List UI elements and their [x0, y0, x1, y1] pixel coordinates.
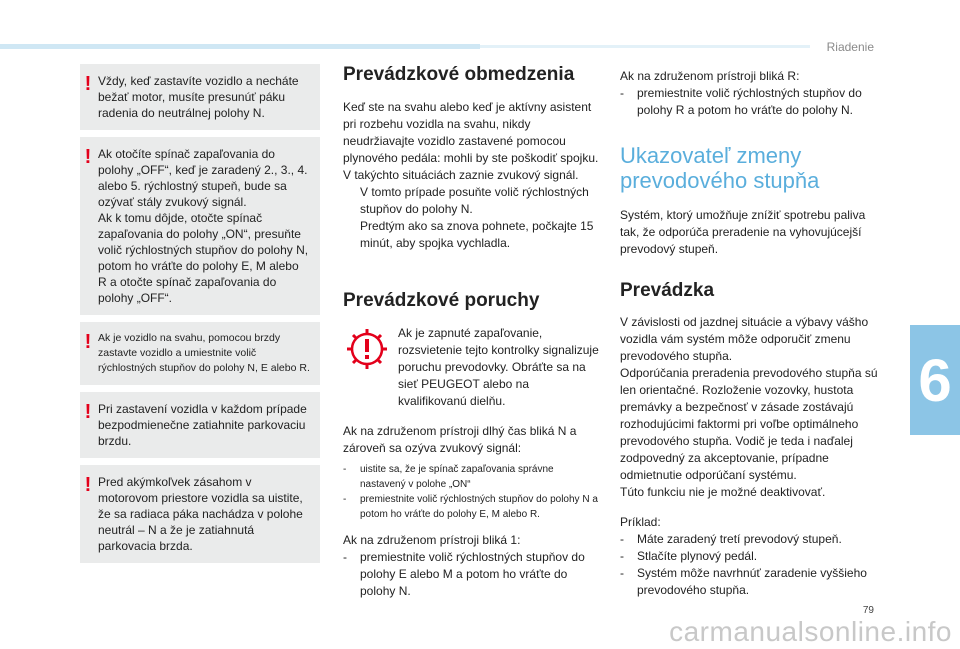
- poruchy-icon-text: Ak je zapnuté zapaľovanie, rozsvietenie tejto kontrolky signalizuje poruchu prevodovky. Obráťte sa na sieť PEUGEOT alebo na kvalifikovanú dielňu.: [398, 326, 599, 408]
- obmedzenia-paragraph-2: V takýchto situáciách zaznie zvukový signál.: [343, 168, 579, 182]
- heading-prevadzka: Prevádzka: [620, 280, 715, 301]
- obmedzenia-paragraph: Keď ste na svahu alebo keď je aktívny asistent pri rozbehu vozidla na svahu, nikdy neudržiavajte vozidlo zastavené pomocou plynového pedála: mohli by ste poškodiť spojku.: [343, 100, 599, 165]
- list-item: - premiestnite volič rýchlostných stupňov do polohy E alebo M a potom ho vráťte do polohy N.: [343, 550, 585, 598]
- warning-note: [80, 465, 320, 563]
- page-number: 79: [862, 605, 874, 616]
- prevadzka-paragraph: V závislosti od jazdnej situácie a výbavy vášho vozidla vám systém môže odporučiť zmenu prevodového stupňa.: [620, 315, 869, 363]
- exclamation-mark-icon: !: [84, 146, 92, 168]
- list-item: Predtým ako sa znova pohnete, počkajte 15 minút, aby spojka vychladla.: [360, 219, 594, 250]
- right-column: [620, 68, 878, 599]
- list-item: - premiestnite volič rýchlostných stupňov do polohy N a potom ho vráťte do polohy E, M alebo R.: [343, 494, 598, 520]
- exclamation-mark-icon: !: [84, 401, 92, 423]
- warning-note: [80, 392, 320, 458]
- list-item: - Stlačíte plynový pedál.: [620, 549, 758, 563]
- list-item: - uistite sa, že je spínač zapaľovania správne nastavený v polohe „ON“: [343, 464, 554, 490]
- warning-text: Ak k tomu dôjde, otočte spínač zapaľovania do polohy „ON“, presuňte volič rýchlostných stupňov do polohy N, potom ho vráťte do polohy E, M alebo R a otočte spínač zapaľovania do polohy „OFF“.: [98, 211, 309, 305]
- warning-note: [80, 137, 320, 315]
- prevadzka-paragraph-2: Odporúčania preradenia prevodového stupňa sú len orientačné. Rozloženie vozovky, hustota premávky a bezpečnosť v zásade zostávajú rozhodujúcimi faktormi pri voľbe optimálneho prevodového stupňa. Vodič je teda i naďalej zodpovedný za akceptovanie, prípadne odmietnutie odporúčaní systému.: [620, 366, 878, 482]
- prevadzka-paragraph-3: Túto funkciu nie je možné deaktivovať.: [620, 485, 826, 499]
- warning-icon-row: [343, 325, 600, 410]
- exclamation-gear-warning-icon: [343, 325, 391, 373]
- r-paragraph: Ak na združenom prístroji bliká R:: [620, 69, 800, 83]
- warning-note: [80, 64, 320, 130]
- middle-column: [343, 64, 600, 600]
- header-bar-light: [480, 45, 810, 48]
- section-name: Riadenie: [826, 40, 874, 54]
- exclamation-mark-icon: !: [84, 331, 92, 353]
- list-item: - premiestnite volič rýchlostných stupňov do polohy R a potom ho vráťte do polohy N.: [620, 86, 862, 117]
- warning-text: Vždy, keď zastavíte vozidlo a necháte bežať motor, musíte presunúť páku radenia do neutrálnej polohy N.: [98, 74, 299, 120]
- priklad-label: Príklad:: [620, 515, 661, 529]
- chapter-tab: 6: [910, 325, 960, 435]
- warning-text: Pred akýmkoľvek zásahom v motorovom priestore vozidla sa uistite, že sa radiaca páka nachádza v polohe neutrál – N a že je zatiahnutá parkovacia brzda.: [98, 475, 303, 553]
- ukazovatel-paragraph: Systém, ktorý umožňuje znížiť spotrebu paliva tak, že odporúča preradenie na vyhovujúcejší prevodový stupeň.: [620, 208, 866, 256]
- header-bar: [0, 44, 480, 49]
- watermark: carmanualsonline.info: [669, 616, 952, 647]
- list-item: - Máte zaradený tretí prevodový stupeň.: [620, 532, 842, 546]
- list-item: - Systém môže navrhnúť zaradenie vyššieho prevodového stupňa.: [620, 566, 867, 597]
- list-item: V tomto prípade posuňte volič rýchlostných stupňov do polohy N.: [360, 185, 589, 216]
- warnings-column: [80, 64, 320, 570]
- warning-text: Pri zastavení vozidla v každom prípade bezpodmienečne zatiahnite parkovaciu brzdu.: [98, 402, 307, 448]
- exclamation-mark-icon: !: [84, 474, 92, 496]
- warning-text: Ak je vozidlo na svahu, pomocou brzdy zastavte vozidlo a umiestnite volič rýchlostných stupňov do polohy N, E alebo R.: [98, 332, 310, 374]
- warning-note: [80, 322, 320, 385]
- heading-ukazovatel: Ukazovateľ zmeny prevodového stupňa: [620, 143, 820, 193]
- heading-poruchy: Prevádzkové poruchy: [343, 290, 540, 311]
- poruchy-paragraph: Ak na združenom prístroji dlhý čas bliká N a zároveň sa ozýva zvukový signál:: [343, 424, 577, 455]
- heading-obmedzenia: Prevádzkové obmedzenia: [343, 64, 575, 85]
- exclamation-mark-icon: !: [84, 73, 92, 95]
- poruchy-paragraph-2: Ak na združenom prístroji bliká 1:: [343, 533, 521, 547]
- warning-text: Ak otočíte spínač zapaľovania do polohy „OFF“, keď je zaradený 2., 3., 4. alebo 5. rýchlostný stupeň, bude sa ozývať stály zvukový signál.: [98, 147, 308, 209]
